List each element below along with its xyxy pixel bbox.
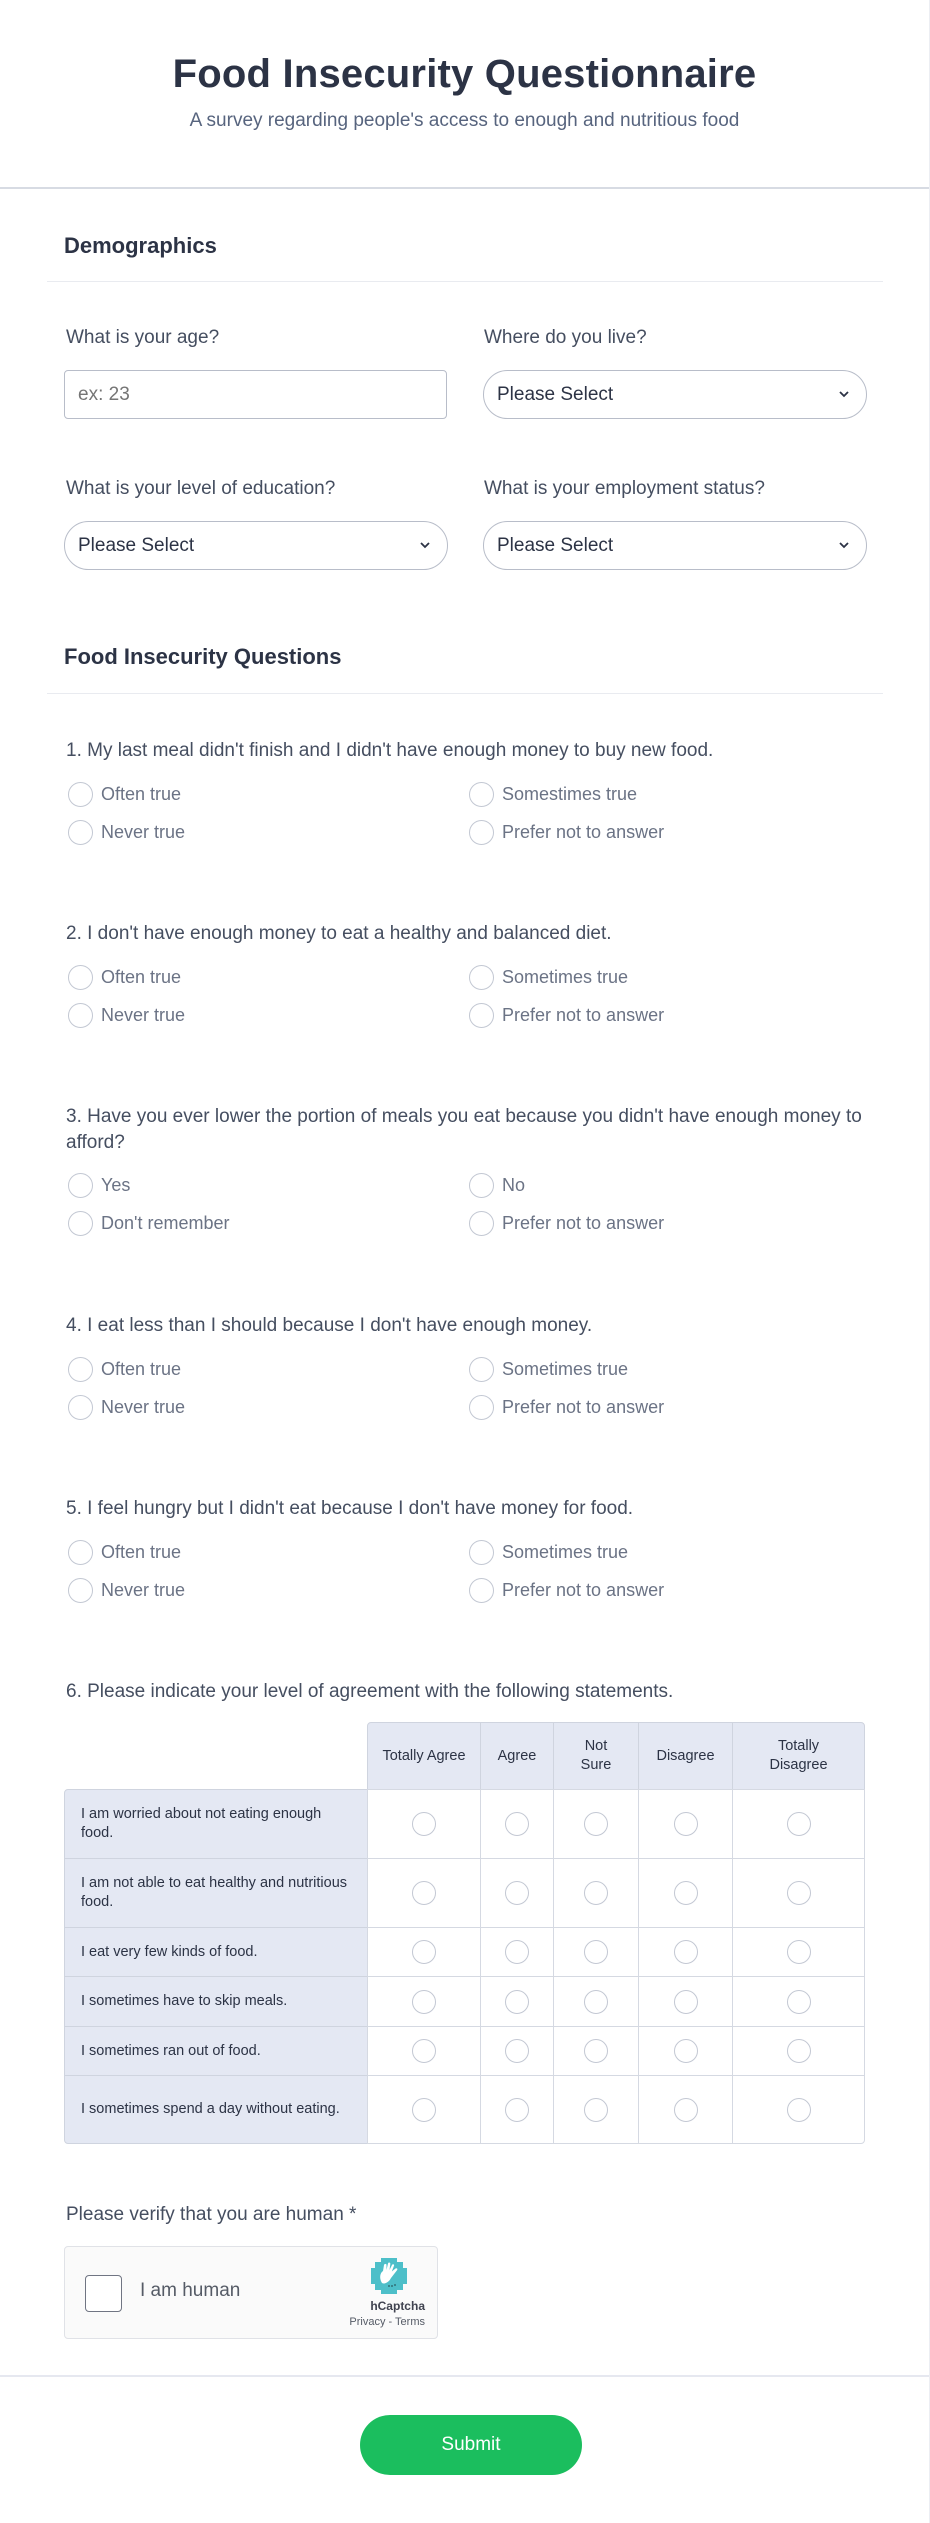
q1-option-sometimes-true[interactable]: Somestimes true [469, 781, 637, 807]
matrix-col-header: Disagree [638, 1722, 733, 1790]
matrix-col-header: Totally Disagree [732, 1722, 865, 1790]
radio-button[interactable] [469, 1578, 494, 1603]
radio-button[interactable] [68, 1173, 93, 1198]
matrix-cell[interactable] [638, 2075, 733, 2144]
matrix-cell[interactable] [480, 1858, 554, 1928]
footer-divider [0, 2375, 929, 2377]
matrix-row-label: I am not able to eat healthy and nutritious food. [64, 1858, 368, 1928]
q4-option-often-true[interactable]: Often true [68, 1356, 181, 1382]
radio-button[interactable] [412, 1940, 436, 1964]
radio-button[interactable] [505, 1812, 529, 1836]
captcha-label: Please verify that you are human * [66, 2204, 357, 2225]
q2-option-never-true[interactable]: Never true [68, 1002, 185, 1028]
chevron-down-icon [838, 540, 850, 550]
radio-button[interactable] [68, 965, 93, 990]
radio-button[interactable] [412, 1990, 436, 2014]
radio-button[interactable] [505, 1940, 529, 1964]
q1-option-never-true[interactable]: Never true [68, 819, 185, 845]
matrix-row-label: I sometimes ran out of food. [64, 2026, 368, 2076]
matrix-col-header: Not Sure [553, 1722, 639, 1790]
page-subtitle: A survey regarding people's access to enough and nutritious food [189, 110, 740, 131]
radio-button[interactable] [787, 1990, 811, 2014]
radio-button[interactable] [469, 1003, 494, 1028]
matrix-cell[interactable] [480, 2026, 554, 2076]
question-6-text: 6. Please indicate your level of agreement with the following statements. [66, 1681, 674, 1702]
radio-button[interactable] [674, 1881, 698, 1905]
hcaptcha-widget [64, 2246, 438, 2339]
radio-button[interactable] [412, 1812, 436, 1836]
matrix-cell[interactable] [367, 1789, 481, 1859]
q3-option-dont-remember[interactable]: Don't remember [68, 1210, 229, 1236]
q1-option-prefer-not[interactable]: Prefer not to answer [469, 819, 664, 845]
matrix-cell[interactable] [638, 1789, 733, 1859]
radio-button[interactable] [787, 2098, 811, 2122]
question-3-text: 3. Have you ever lower the portion of meals you eat because you didn't have enough money to afford? [66, 1106, 862, 1153]
radio-button[interactable] [469, 1540, 494, 1565]
q3-option-yes[interactable]: Yes [68, 1172, 130, 1198]
employment-select-value: Please Select [497, 535, 614, 556]
education-select-value: Please Select [78, 535, 195, 556]
education-label: What is your level of education? [66, 478, 336, 499]
section-title-demographics: Demographics [64, 233, 217, 258]
hcaptcha-logo-icon [369, 2256, 409, 2296]
q5-option-often-true[interactable]: Often true [68, 1539, 181, 1565]
radio-button[interactable] [674, 1990, 698, 2014]
matrix-col-header: Totally Agree [367, 1722, 481, 1790]
matrix-cell[interactable] [367, 1858, 481, 1928]
age-label: What is your age? [66, 327, 220, 348]
q2-option-prefer-not[interactable]: Prefer not to answer [469, 1002, 664, 1028]
radio-button[interactable] [68, 1395, 93, 1420]
radio-button[interactable] [787, 2039, 811, 2063]
matrix-cell[interactable] [553, 1976, 639, 2027]
radio-button[interactable] [787, 1812, 811, 1836]
q2-option-often-true[interactable]: Often true [68, 964, 181, 990]
matrix-cell[interactable] [732, 1927, 865, 1977]
employment-label: What is your employment status? [484, 478, 765, 499]
matrix-cell[interactable] [367, 2026, 481, 2076]
radio-button[interactable] [68, 1578, 93, 1603]
residence-label: Where do you live? [484, 327, 647, 348]
q1-option-often-true[interactable]: Often true [68, 781, 181, 807]
matrix-cell[interactable] [480, 1789, 554, 1859]
q5-option-prefer-not[interactable]: Prefer not to answer [469, 1577, 664, 1603]
radio-button[interactable] [412, 2039, 436, 2063]
q2-option-sometimes-true[interactable]: Sometimes true [469, 964, 628, 990]
matrix-cell[interactable] [638, 1858, 733, 1928]
radio-button[interactable] [68, 820, 93, 845]
q4-option-never-true[interactable]: Never true [68, 1394, 185, 1420]
radio-button[interactable] [674, 2039, 698, 2063]
captcha-checkbox-label: I am human [140, 2280, 241, 2301]
captcha-privacy-terms-links[interactable]: Privacy - Terms [349, 2316, 425, 2328]
captcha-checkbox[interactable] [85, 2275, 122, 2312]
submit-button[interactable]: Submit [360, 2415, 582, 2475]
radio-button[interactable] [469, 782, 494, 807]
section-divider [47, 693, 883, 694]
matrix-cell[interactable] [638, 2026, 733, 2076]
matrix-cell[interactable] [367, 2075, 481, 2144]
matrix-cell[interactable] [732, 1858, 865, 1928]
residence-select-value: Please Select [497, 384, 614, 405]
section-title-food-questions: Food Insecurity Questions [64, 644, 342, 669]
radio-button[interactable] [787, 1940, 811, 1964]
chevron-down-icon [419, 540, 431, 550]
employment-select[interactable] [483, 521, 867, 570]
question-5-text: 5. I feel hungry but I didn't eat because I don't have money for food. [66, 1498, 634, 1519]
q4-option-prefer-not[interactable]: Prefer not to answer [469, 1394, 664, 1420]
matrix-cell[interactable] [553, 2026, 639, 2076]
radio-button[interactable] [469, 820, 494, 845]
radio-button[interactable] [68, 1003, 93, 1028]
hcaptcha-brand: hCaptcha [370, 2299, 425, 2313]
residence-select[interactable] [483, 370, 867, 419]
matrix-cell[interactable] [732, 1789, 865, 1859]
matrix-row-label: I eat very few kinds of food. [64, 1927, 368, 1977]
section-divider [47, 281, 883, 282]
chevron-down-icon [838, 389, 850, 399]
age-input[interactable] [64, 370, 447, 419]
matrix-cell[interactable] [638, 1976, 733, 2027]
matrix-cell[interactable] [367, 1976, 481, 2027]
question-4-text: 4. I eat less than I should because I don't have enough money. [66, 1315, 593, 1336]
matrix-cell[interactable] [480, 2075, 554, 2144]
radio-button[interactable] [584, 1940, 608, 1964]
page-title: Food Insecurity Questionnaire [172, 52, 757, 96]
radio-button[interactable] [68, 1540, 93, 1565]
radio-button[interactable] [505, 2039, 529, 2063]
q4-option-sometimes-true[interactable]: Sometimes true [469, 1356, 628, 1382]
radio-button[interactable] [469, 1211, 494, 1236]
radio-button[interactable] [674, 2098, 698, 2122]
matrix-row-label: I sometimes have to skip meals. [64, 1976, 368, 2027]
radio-button[interactable] [412, 2098, 436, 2122]
radio-button[interactable] [469, 1173, 494, 1198]
matrix-cell[interactable] [553, 1927, 639, 1977]
radio-button[interactable] [584, 2039, 608, 2063]
radio-button[interactable] [787, 1881, 811, 1905]
radio-button[interactable] [584, 1881, 608, 1905]
radio-button[interactable] [674, 1940, 698, 1964]
q3-option-prefer-not[interactable]: Prefer not to answer [469, 1210, 664, 1236]
radio-button[interactable] [584, 1812, 608, 1836]
matrix-col-header: Agree [480, 1722, 554, 1790]
radio-button[interactable] [412, 1881, 436, 1905]
radio-button[interactable] [584, 1990, 608, 2014]
question-2-text: 2. I don't have enough money to eat a healthy and balanced diet. [66, 923, 612, 944]
radio-button[interactable] [68, 1211, 93, 1236]
radio-button[interactable] [469, 965, 494, 990]
matrix-cell[interactable] [553, 1858, 639, 1928]
matrix-cell[interactable] [480, 1927, 554, 1977]
matrix-cell[interactable] [553, 1789, 639, 1859]
radio-button[interactable] [68, 782, 93, 807]
matrix-cell[interactable] [553, 2075, 639, 2144]
radio-button[interactable] [469, 1395, 494, 1420]
q5-option-never-true[interactable]: Never true [68, 1577, 185, 1603]
matrix-cell[interactable] [732, 2075, 865, 2144]
radio-button[interactable] [505, 1990, 529, 2014]
radio-button[interactable] [505, 1881, 529, 1905]
radio-button[interactable] [584, 2098, 608, 2122]
matrix-cell[interactable] [638, 1927, 733, 1977]
q5-option-sometimes-true[interactable]: Sometimes true [469, 1539, 628, 1565]
matrix-row-label: I sometimes spend a day without eating. [64, 2075, 368, 2144]
radio-button[interactable] [469, 1357, 494, 1382]
q3-option-no[interactable]: No [469, 1172, 525, 1198]
form-header [0, 0, 929, 189]
matrix-cell[interactable] [367, 1927, 481, 1977]
radio-button[interactable] [68, 1357, 93, 1382]
matrix-cell[interactable] [732, 1976, 865, 2027]
radio-button[interactable] [505, 2098, 529, 2122]
matrix-cell[interactable] [480, 1976, 554, 2027]
education-select[interactable] [64, 521, 448, 570]
matrix-row-label: I am worried about not eating enough food. [64, 1789, 368, 1859]
matrix-cell[interactable] [732, 2026, 865, 2076]
question-1-text: 1. My last meal didn't finish and I didn't have enough money to buy new food. [66, 740, 714, 761]
radio-button[interactable] [674, 1812, 698, 1836]
